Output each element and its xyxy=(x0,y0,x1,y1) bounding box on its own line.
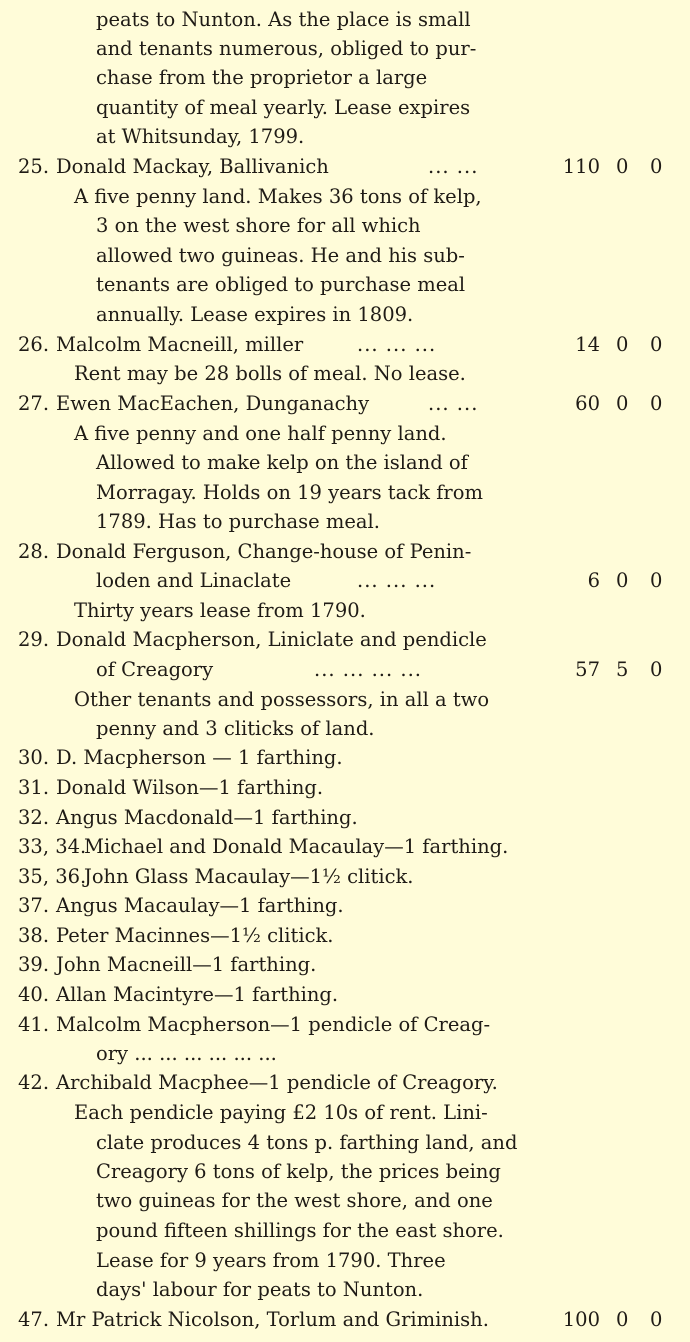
rent-pounds: 57 xyxy=(575,658,600,681)
entry-name: John Macneill—1 farthing. xyxy=(56,953,317,976)
line-text: allowed two guineas. He and his sub- xyxy=(96,244,465,267)
entry-line xyxy=(0,921,690,950)
entry-line xyxy=(0,1010,690,1039)
line-text: Allowed to make kelp on the island of xyxy=(96,451,468,474)
entry-number: 27. xyxy=(18,392,50,415)
entry-number: 40. xyxy=(18,983,50,1006)
text-line xyxy=(0,419,690,448)
line-text: annually. Lease expires in 1809. xyxy=(96,303,414,326)
line-text: Morragay. Holds on 19 years tack from xyxy=(96,481,483,504)
entry-line xyxy=(0,1305,690,1334)
entry-line xyxy=(0,625,690,654)
leader-dots: ... ... ... xyxy=(357,333,437,356)
text-line xyxy=(0,241,690,270)
entry-line xyxy=(0,832,690,861)
entry-line xyxy=(0,891,690,920)
entry-number: 39. xyxy=(18,953,50,976)
rent-shillings: 0 xyxy=(616,569,629,592)
line-text: days' labour for peats to Nunton. xyxy=(96,1278,424,1301)
line-text: A five penny land. Makes 36 tons of kelp, xyxy=(74,185,482,208)
text-line xyxy=(0,63,690,92)
text-line xyxy=(0,685,690,714)
text-line xyxy=(0,1216,690,1245)
entry-number: 42. xyxy=(18,1071,50,1094)
line-text: A five penny and one half penny land. xyxy=(74,422,447,445)
text-line xyxy=(0,507,690,536)
entry-line xyxy=(0,1068,690,1097)
text-line xyxy=(0,300,690,329)
text-line xyxy=(0,182,690,211)
text-line xyxy=(0,478,690,507)
entry-number: 29. xyxy=(18,628,50,651)
entry-line xyxy=(0,980,690,1009)
line-text: Rent may be 28 bolls of meal. No lease. xyxy=(74,362,466,385)
leader-dots: ... ... ... ... xyxy=(314,658,422,681)
text-line xyxy=(0,359,690,388)
entry-name: D. Macpherson — 1 farthing. xyxy=(56,746,343,769)
rent-pence: 0 xyxy=(650,392,663,415)
text-line xyxy=(0,211,690,240)
entry-number: 25. xyxy=(18,155,50,178)
text-line xyxy=(0,1128,690,1157)
entry-number: 26. xyxy=(18,333,50,356)
line-text: Each pendicle paying £2 10s of rent. Lini- xyxy=(74,1101,488,1124)
entry-name: Donald Wilson—1 farthing. xyxy=(56,776,324,799)
entry-name: Mr Patrick Nicolson, Torlum and Griminish. xyxy=(56,1308,489,1331)
entry-name: Archibald Macphee—1 pendicle of Creagory. xyxy=(56,1071,498,1094)
line-text: 3 on the west shore for all which xyxy=(96,214,421,237)
entry-line xyxy=(0,566,690,595)
entry-number: 37. xyxy=(18,894,50,917)
entry-number: 30. xyxy=(18,746,50,769)
text-line xyxy=(0,1186,690,1215)
entry-line xyxy=(0,655,690,684)
rent-pounds: 100 xyxy=(562,1308,600,1331)
entry-name: Peter Macinnes—1½ clitick. xyxy=(56,924,334,947)
entry-name: Michael and Donald Macaulay—1 farthing. xyxy=(84,835,509,858)
rent-shillings: 0 xyxy=(616,155,629,178)
entry-name: Donald Ferguson, Change-house of Penin- xyxy=(56,540,472,563)
line-text: at Whitsunday, 1799. xyxy=(96,125,305,148)
text-line xyxy=(0,1275,690,1304)
rent-pounds: 60 xyxy=(575,392,600,415)
text-line xyxy=(0,448,690,477)
line-text: clate produces 4 tons p. farthing land, and xyxy=(96,1131,518,1154)
rent-shillings: 0 xyxy=(616,333,629,356)
entry-line xyxy=(0,950,690,979)
rent-pounds: 110 xyxy=(562,155,600,178)
entry-number: 35, 36. xyxy=(18,865,87,888)
text-line xyxy=(0,1098,690,1127)
entry-line xyxy=(0,803,690,832)
line-text: Creagory 6 tons of kelp, the prices being xyxy=(96,1160,501,1183)
entry-name: John Glass Macaulay—1½ clitick. xyxy=(84,865,414,888)
rent-shillings: 0 xyxy=(616,1308,629,1331)
line-text: quantity of meal yearly. Lease expires xyxy=(96,96,471,119)
text-line xyxy=(0,93,690,122)
entry-name: Donald Mackay, Ballivanich xyxy=(56,155,329,178)
text-line xyxy=(0,1246,690,1275)
entry-name: Angus Macdonald—1 farthing. xyxy=(56,806,358,829)
entry-number: 41. xyxy=(18,1013,50,1036)
entry-number: 33, 34. xyxy=(18,835,87,858)
entry-number: 28. xyxy=(18,540,50,563)
entry-line xyxy=(0,1039,690,1068)
rent-pounds: 14 xyxy=(575,333,600,356)
entry-name-continued: of Creagory xyxy=(96,658,214,681)
text-line xyxy=(0,270,690,299)
line-text: tenants are obliged to purchase meal xyxy=(96,273,466,296)
entry-name: Angus Macaulay—1 farthing. xyxy=(56,894,344,917)
entry-name: Donald Macpherson, Liniclate and pendicle xyxy=(56,628,487,651)
leader-dots: ... ... xyxy=(428,155,479,178)
line-text: chase from the proprietor a large xyxy=(96,66,428,89)
line-text: two guineas for the west shore, and one xyxy=(96,1189,493,1212)
rent-pence: 0 xyxy=(650,333,663,356)
line-text: peats to Nunton. As the place is small xyxy=(96,8,471,31)
rent-pence: 0 xyxy=(650,658,663,681)
entry-name-continued: ory ... ... ... ... ... ... xyxy=(96,1042,277,1065)
entry-line xyxy=(0,862,690,891)
entry-name: Ewen MacEachen, Dunganachy xyxy=(56,392,370,415)
entry-name-continued: loden and Linaclate xyxy=(96,569,292,592)
entry-number: 31. xyxy=(18,776,50,799)
entry-line xyxy=(0,389,690,418)
line-text: 1789. Has to purchase meal. xyxy=(96,510,380,533)
entry-line xyxy=(0,773,690,802)
line-text: and tenants numerous, obliged to pur- xyxy=(96,37,477,60)
line-text: Lease for 9 years from 1790. Three xyxy=(96,1249,446,1272)
text-line xyxy=(0,122,690,151)
line-text: penny and 3 cliticks of land. xyxy=(96,717,375,740)
rent-shillings: 5 xyxy=(616,658,629,681)
entry-line xyxy=(0,743,690,772)
entry-name: Allan Macintyre—1 farthing. xyxy=(56,983,339,1006)
leader-dots: ... ... xyxy=(428,392,479,415)
rent-pounds: 6 xyxy=(587,569,600,592)
line-text: Thirty years lease from 1790. xyxy=(74,599,366,622)
entry-line xyxy=(0,537,690,566)
entry-number: 32. xyxy=(18,806,50,829)
rent-pence: 0 xyxy=(650,569,663,592)
text-line xyxy=(0,714,690,743)
entry-number: 38. xyxy=(18,924,50,947)
entry-name: Malcolm Macpherson—1 pendicle of Creag- xyxy=(56,1013,491,1036)
entry-line xyxy=(0,152,690,181)
rent-pence: 0 xyxy=(650,155,663,178)
text-line xyxy=(0,596,690,625)
leader-dots: ... ... ... xyxy=(357,569,437,592)
entry-line xyxy=(0,330,690,359)
entry-number: 47. xyxy=(18,1308,50,1331)
text-line xyxy=(0,34,690,63)
text-line xyxy=(0,5,690,34)
rent-pence: 0 xyxy=(650,1308,663,1331)
text-line xyxy=(0,1157,690,1186)
line-text: Other tenants and possessors, in all a two xyxy=(74,688,490,711)
entry-name: Malcolm Macneill, miller xyxy=(56,333,304,356)
rent-shillings: 0 xyxy=(616,392,629,415)
line-text: pound fifteen shillings for the east shore. xyxy=(96,1219,504,1242)
